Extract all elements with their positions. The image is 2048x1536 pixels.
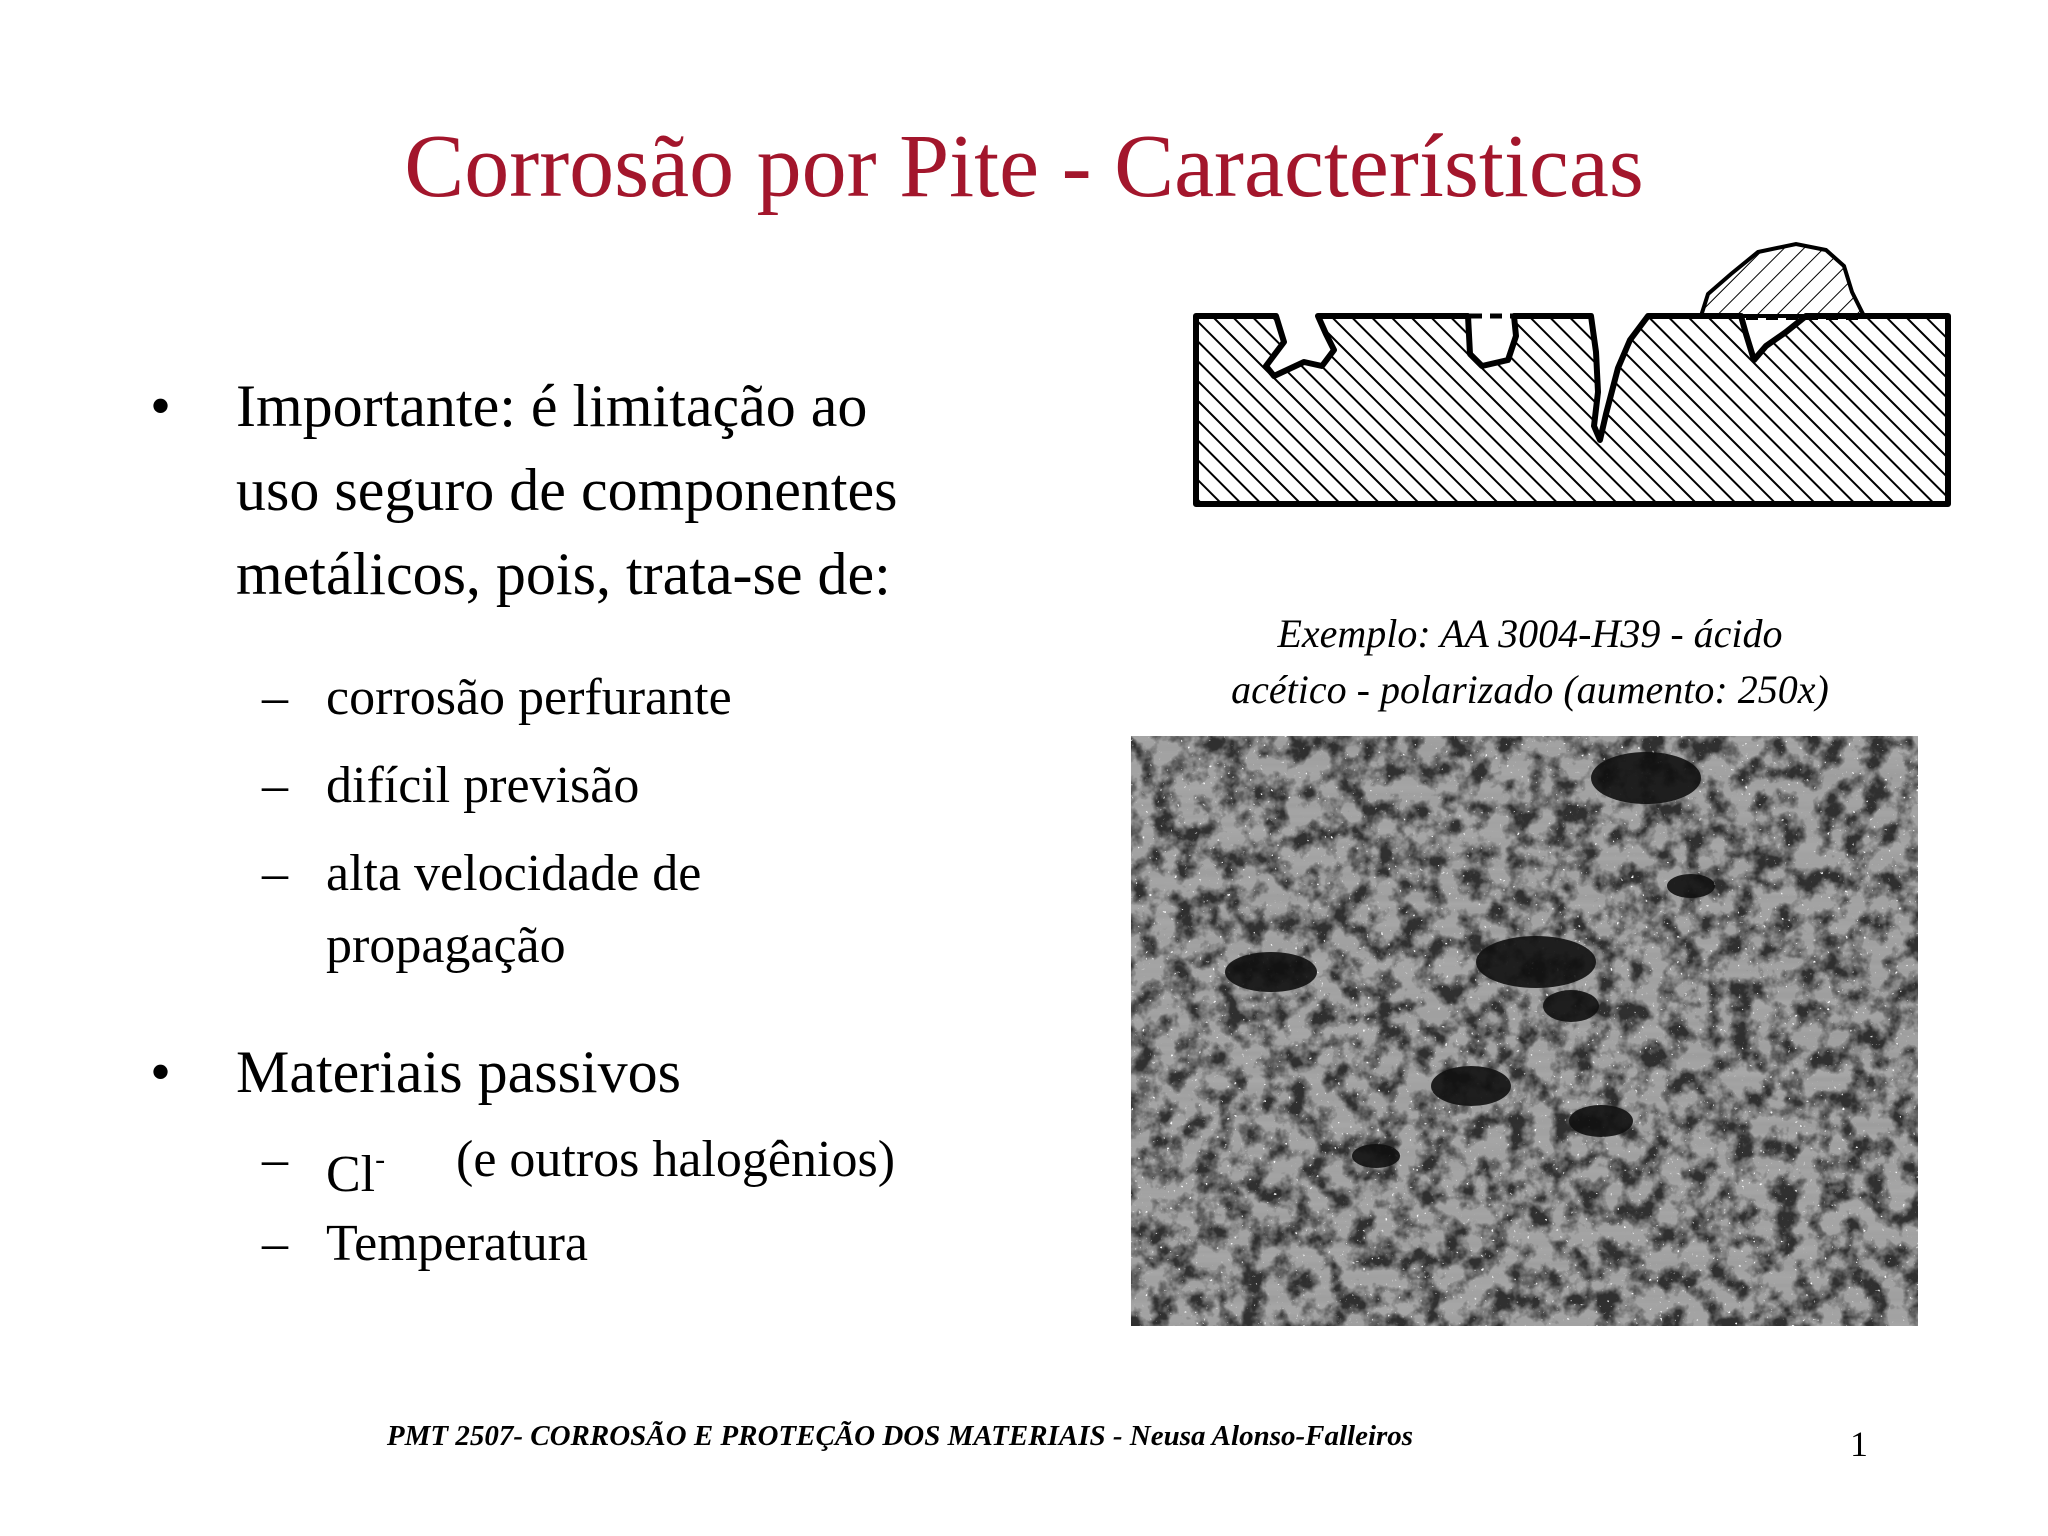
sub-bullet-marker: – xyxy=(262,1215,288,1272)
pit-cross-section-diagram xyxy=(1186,232,1966,522)
bullet-line: metálicos, pois, trata-se de: xyxy=(236,541,891,607)
caption-line-2: acético - polarizado (aumento: 250x) xyxy=(1231,667,1829,712)
bullet-marker: • xyxy=(150,1039,172,1105)
sub-bullet-text xyxy=(326,1124,385,1211)
slide-title: Corrosão por Pite - Características xyxy=(404,117,1644,216)
chloride-superscript: - xyxy=(375,1143,386,1176)
sub-bullet-marker: – xyxy=(262,845,288,902)
sub-bullet-text: Temperatura xyxy=(326,1215,588,1272)
sub-bullet-marker: – xyxy=(262,757,288,814)
figure-caption xyxy=(1150,606,1910,718)
sub-bullet-note: (e outros halogênios) xyxy=(456,1131,896,1188)
sub-bullet-marker: – xyxy=(262,1131,288,1188)
page-number: 1 xyxy=(1850,1424,1868,1464)
chloride-symbol: Cl xyxy=(326,1146,376,1203)
caption-line-1: Exemplo: AA 3004-H39 - ácido xyxy=(1277,611,1783,656)
sub-bullet-marker: – xyxy=(262,669,288,726)
sub-bullet-text: corrosão perfurante xyxy=(326,669,732,726)
bullet-line: Importante: é limitação ao xyxy=(236,373,868,439)
footer-text: PMT 2507- CORROSÃO E PROTEÇÃO DOS MATERIAIS - Neusa Alonso-Falleiros xyxy=(386,1420,1414,1452)
sub-bullet-text: propagação xyxy=(326,917,566,974)
micrograph-image xyxy=(1131,736,1918,1326)
sub-bullet-text: difícil previsão xyxy=(326,757,640,814)
bullet-marker: • xyxy=(150,373,172,439)
bullet-line: uso seguro de componentes xyxy=(236,457,898,523)
bullet-line: Materiais passivos xyxy=(236,1039,681,1105)
sub-bullet-text: alta velocidade de xyxy=(326,845,702,902)
